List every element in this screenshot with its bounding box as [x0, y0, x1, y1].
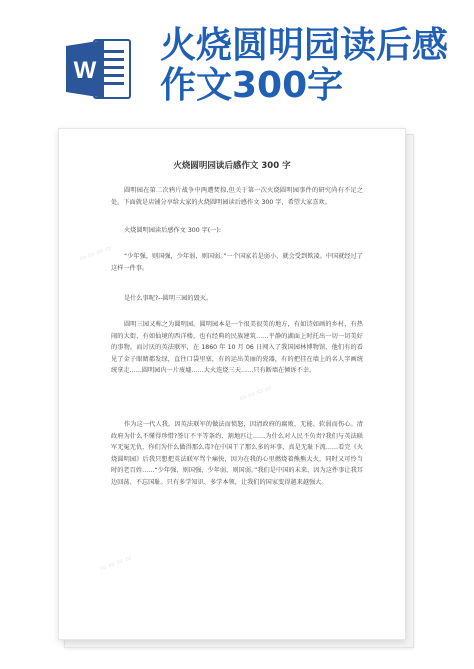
banner-title-line2: 作文300字 — [160, 65, 344, 106]
banner-title-line1: 火烧圆明园读后感 — [160, 25, 449, 66]
document-title: 火烧圆明园读后感作文 300 字 — [173, 161, 291, 171]
watermark: ▭ ▭ ▭ ▭ — [78, 243, 113, 263]
watermark: ▭ ▭ ▭ ▭ — [238, 383, 273, 403]
word-doc-icon — [64, 34, 134, 104]
paragraph-question: 是什么事呢?--圆明三园的毁灭。 — [124, 295, 213, 302]
watermark: ▭ ▭ ▭ ▭ — [98, 553, 133, 573]
paragraph-intro: 圆明园在第二次鸦片战争中两遭焚掠,但关于第一次火烧圆明园事件的研究尚有不足之处。下面就是店铺分享给大家的火烧圆明园读后感作文 300 字，希望大家喜欢。 — [111, 187, 363, 206]
paragraph-description: 圆明三园又称之为圆明园。圆明园本是一个很美很美的地方，有如诗如画的乡村，有热闹的大街，有如仙境的西洋楼，也有经典的民族建筑……平静的湖面上时托出一切一切美好的事物。而讨厌的英法联军，在 1860 年 10 月 06 日闯入了我国园林博物馆，他们有的看见了金子眼睛都发绿，直往口袋里塞，有的运出美丽的瓷器，有的把挂在墙上的名人字画统统拿走……圆明园内一片废墟……大火连烧三天……只有断墙在倾诉不幸。 — [111, 321, 363, 375]
header-banner — [0, 0, 474, 140]
document-preview — [58, 128, 414, 648]
paragraph-subheading: 火烧圆明园读后感作文 300 字(一): — [124, 227, 221, 234]
paragraph-reflection: 作为这一代人我，因英法联军的做法而愤怒，因清政府的腐败、无能、软弱而伤心。清政府为什么不懂得珍惜?签订不平等条约、割地匹让……为什么对人民不负责?我们与英法联军无冤无仇，你们为什么做得那么毒?在中国干了那么多的坏事，真是无耻下流……看完《火烧圆明园》后我只想把英法联军骂个痛快，因为在我的心里燃烧着熊熊大火，同时又可怜当时的老百姓……“少年强，则国强，少年弱，则国弱。”我们是中国的未来，因为这件事让我耳边回荡、不忘国耻。只有多学知识、多学本领，让我们的国家变得越来越强大。 — [111, 421, 363, 486]
svg-text:W: W — [73, 57, 97, 84]
paragraph-quote: “少年强，则国强，少年弱，则国弱。”一个国家若是弱小、就会受到欺凌。中国就经过了这样一件事。 — [111, 253, 363, 272]
document-page — [58, 128, 406, 640]
